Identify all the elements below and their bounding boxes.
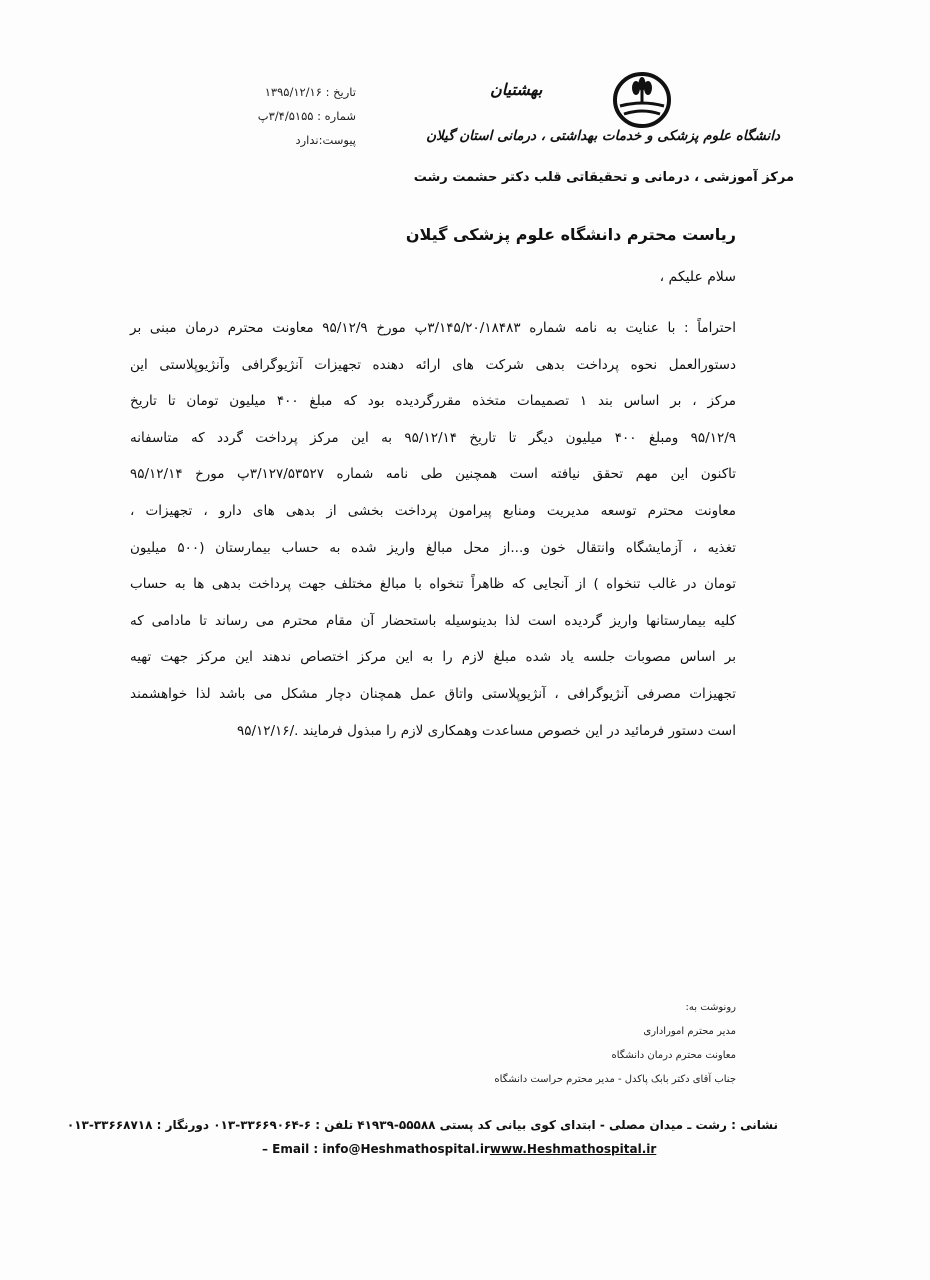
body-line: ۹۵/۱۲/۹ ومبلغ ۴۰۰ میلیون دیگر تا تاریخ ۹۵/۱۲/۱۴ به این مرکز پرداخت گردد که متاسفانه <box>130 429 736 446</box>
cc-item: جناب آقای دکتر بابک پاکدل - مدیر محترم حراست دانشگاه <box>494 1074 736 1085</box>
addressee: ریاست محترم دانشگاه علوم پزشکی گیلان <box>405 225 736 244</box>
logo-wordmark: بهشتیان <box>490 80 543 99</box>
footer-address: نشانی : رشت ـ میدان مصلی - ابتدای کوی بیانی کد پستی ۵۵۵۸۸-۴۱۹۳۹ تلفن : ۶-۳۳۶۶۹۰۶۴-۰۱۳ دورنگار : ۳۳۶۶۸۷۱۸-۰۱۳ <box>66 1118 778 1132</box>
body-line: دستورالعمل نحوه پرداخت بدهی شرکت های ارائه دهنده تجهیزات آنژیوگرافی وآنژیوپلاستی این <box>130 356 736 373</box>
greeting: سلام علیکم ، <box>659 269 736 285</box>
center-name: مرکز آموزشی ، درمانی و تحقیقاتی قلب دکتر حشمت رشت <box>413 170 794 185</box>
cc-item: معاونت محترم درمان دانشگاه <box>611 1050 736 1061</box>
university-emblem-icon <box>612 70 672 130</box>
body-line: کلیه بیمارستانها واریز گردیده است لذا بدینوسیله باستحضار آن مقام محترم می رساند تا مادامی که <box>130 612 736 629</box>
cc-list <box>494 996 736 1092</box>
letter-body <box>130 310 736 749</box>
body-line: مرکز ، بر اساس بند ۱ تصمیمات متخذه مقررگردیده بود که مبلغ ۴۰۰ میلیون تومان تا تاریخ <box>130 393 737 410</box>
body-line: تاکنون این مهم تحقق نیافته است همچنین طی نامه شماره ۳/۱۲۷/۵۳۵۲۷پ مورخ ۹۵/۱۲/۱۴ <box>130 466 737 483</box>
body-line: معاونت محترم توسعه مدیریت ومنابع پیرامون پرداخت بخشی از بدهی های دارو ، تجهیزات ، <box>130 502 736 519</box>
number-line: شماره : ۳/۴/۵۱۵۵پ <box>257 109 356 123</box>
university-name: دانشگاه علوم پزشکی و خدمات بهداشتی ، درمانی استان گیلان <box>426 128 780 144</box>
letter-meta <box>246 80 356 152</box>
cc-item: مدیر محترم اموراداری <box>643 1026 736 1037</box>
cc-heading: رونوشت به: <box>685 1002 736 1013</box>
footer-contact <box>262 1142 656 1156</box>
attachment-line: پیوست:ندارد <box>295 133 356 147</box>
body-line: احتراماً : با عنایت به نامه شماره ۳/۱۴۵/۲۰/۱۸۴۸۳پ مورخ ۹۵/۱۲/۹ معاونت محترم درمان مبنی بر <box>130 320 736 336</box>
body-line: است دستور فرمائید در این خصوص مساعدت وهمکاری لازم را مبذول فرمایند ./۹۵/۱۲/۱۶ <box>236 722 736 739</box>
body-line: تغذیه ، آزمایشگاه وانتقال خون و...از محل مبالغ واریز شده به حساب بیمارستان (۵۰۰ میلیون <box>130 539 736 556</box>
body-line: تومان در غالب تنخواه ) از آنجایی که ظاهراً تنخواه با مبالغ مختلف جهت پرداخت بدهی ها به حساب <box>130 576 736 593</box>
body-line: بر اساس مصوبات جلسه یاد شده مبلغ لازم را به این مرکز اختصاص ندهند این مرکز جهت تهیه <box>130 649 736 666</box>
date-line: تاریخ : ۱۳۹۵/۱۲/۱۶ <box>264 85 356 99</box>
footer-email: – Email : info@Heshmathospital.ir <box>262 1142 490 1156</box>
body-line: تجهیزات مصرفی آنژیوگرافی ، آنژیوپلاستی واتاق عمل همچنان دچار مشکل می باشد لذا خواهشمند <box>130 685 736 702</box>
footer-website-link[interactable]: www.Heshmathospital.ir <box>489 1142 657 1156</box>
